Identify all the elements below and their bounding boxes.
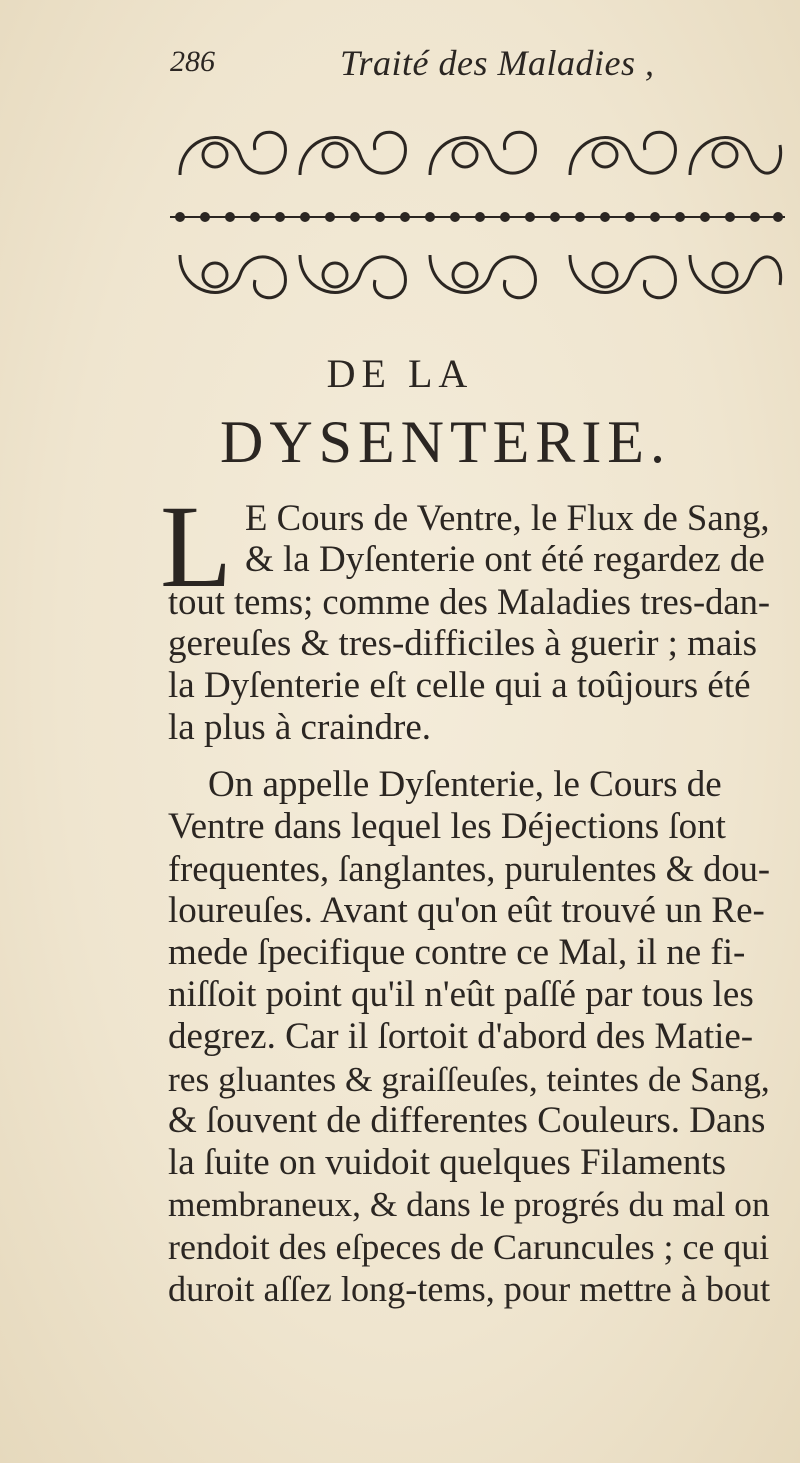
- text-line: tout tems; comme des Maladies tres-dan-: [168, 581, 771, 622]
- section-title: DYSENTERIE.: [220, 409, 671, 475]
- text-line: duroit aſſez long-tems, pour mettre à bout: [168, 1269, 771, 1309]
- text-line: la plus à craindre.: [168, 707, 431, 748]
- text-line: degrez. Car il ſortoit d'abord des Matie-: [168, 1016, 754, 1057]
- text-line: loureuſes. Avant qu'on eût trouvé un Re-: [168, 890, 765, 931]
- text-line: gereuſes & tres-difficiles à guerir ; mais: [168, 623, 758, 664]
- text-line: mede ſpecifique contre ce Mal, il ne fi-: [168, 932, 746, 973]
- text-line: E Cours de Ventre, le Flux de Sang,: [245, 497, 770, 538]
- text-line: On appelle Dyſenterie, le Cours de: [208, 764, 722, 805]
- page-number: 286: [170, 45, 215, 78]
- text-line: la Dyſenterie eſt celle qui a toûjours été: [168, 665, 751, 706]
- text-line: frequentes, ſanglantes, purulentes & dou-: [168, 848, 771, 889]
- text-line: niſſoit point qu'il n'eût paſſé par tous les: [168, 974, 754, 1015]
- text-line: & ſouvent de differentes Couleurs. Dans: [168, 1100, 766, 1141]
- text-line: rendoit des eſpeces de Caruncules ; ce qui: [168, 1227, 770, 1267]
- drop-cap: L: [160, 481, 233, 612]
- running-title: Traité des Maladies ,: [340, 43, 655, 83]
- text-line: Ventre dans lequel les Déjections ſont: [168, 806, 726, 847]
- text-line: la ſuite on vuidoit quelques Filaments: [168, 1142, 727, 1183]
- section-subtitle: DE LA: [326, 351, 474, 396]
- text-line: membraneux, & dans le progrés du mal on: [168, 1185, 770, 1224]
- text-line: res gluantes & graiſſeuſes, teintes de Sang,: [168, 1059, 770, 1099]
- text-line: & la Dyſenterie ont été regardez de: [245, 539, 765, 580]
